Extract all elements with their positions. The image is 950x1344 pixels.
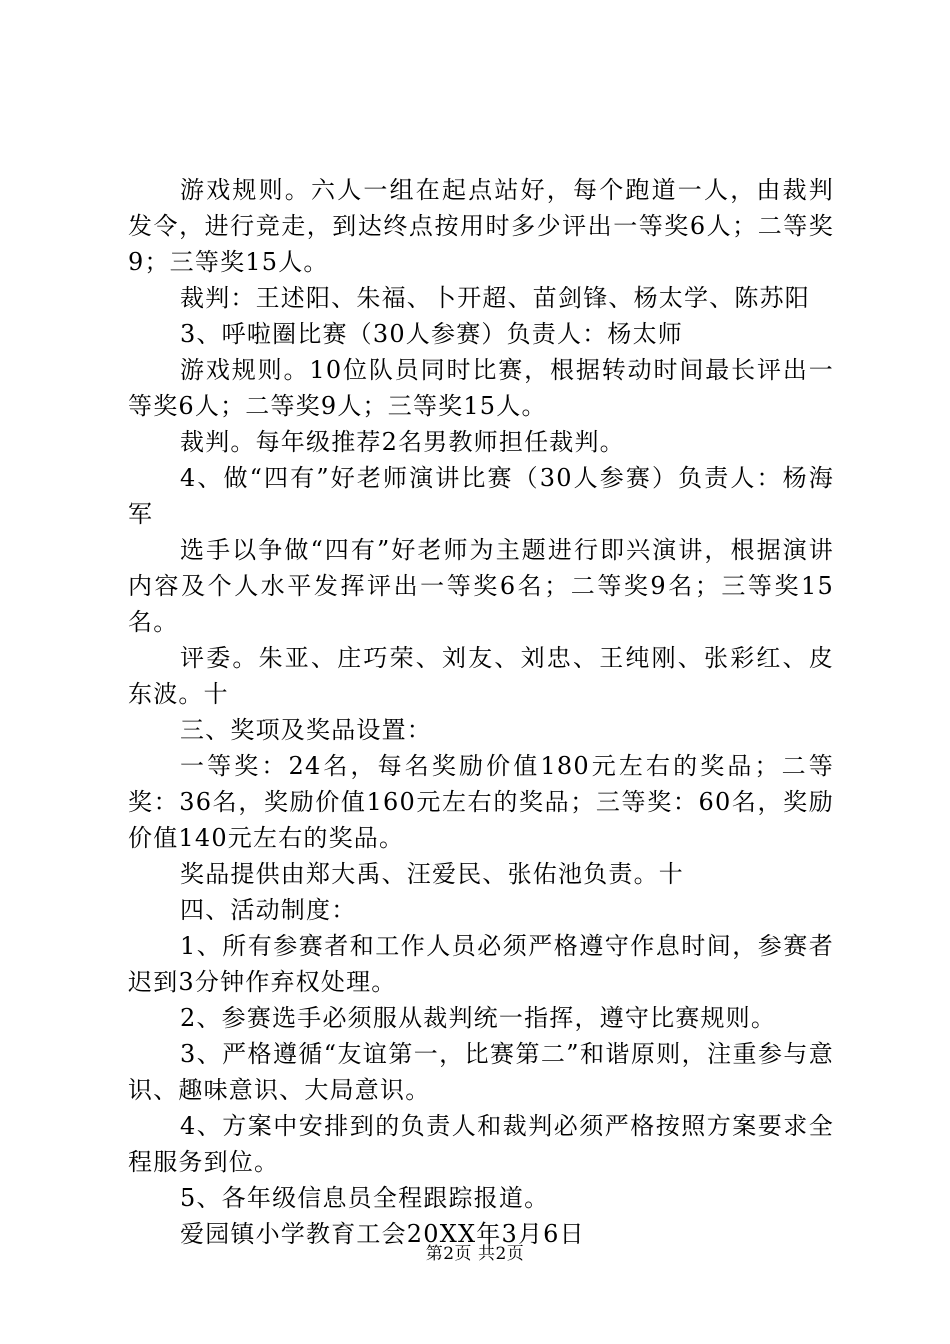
paragraph-race-judges: 裁判：王述阳、朱福、卜开超、苗剑锋、杨太学、陈苏阳	[180, 284, 810, 312]
paragraph-prize-providers: 奖品提供由郑大禹、汪爱民、张佑池负责。十	[180, 860, 684, 888]
paragraph-award-details: 一等奖：24名，每名奖励价值180元左右的奖品；二等奖：36名，奖励价值160元左右的奖品；三等奖：60名，奖励价值140元左右的奖品。	[128, 752, 834, 852]
rule-item-1: 1、所有参赛者和工作人员必须严格遵守作息时间，参赛者迟到3分钟作弃权处理。	[128, 932, 834, 996]
rule-item-5: 5、各年级信息员全程跟踪报道。	[180, 1184, 550, 1212]
rule-item-4: 4、方案中安排到的负责人和裁判必须严格按照方案要求全程服务到位。	[128, 1112, 834, 1176]
paragraph-hula-hoop-rules: 游戏规则。10位队员同时比赛，根据转动时间最长评出一等奖6人；二等奖9人；三等奖15人。	[128, 356, 834, 420]
paragraph-speech-heading: 4、做“四有”好老师演讲比赛（30人参赛）负责人：杨海军	[128, 464, 834, 528]
section-heading-awards: 三、奖项及奖品设置：	[180, 716, 432, 744]
paragraph-hula-hoop-judges: 裁判。每年级推荐2名男教师担任裁判。	[180, 428, 625, 456]
paragraph-speech-judges: 评委。朱亚、庄巧荣、刘友、刘忠、王纯刚、张彩红、皮东波。十	[128, 644, 834, 708]
paragraph-speech-rules: 选手以争做“四有”好老师为主题进行即兴演讲，根据演讲内容及个人水平发挥评出一等奖6名；二等奖9名；三等奖15名。	[128, 536, 834, 636]
document-body	[128, 172, 834, 1252]
page-number-footer: 第2页 共2页	[425, 1244, 525, 1264]
paragraph-hula-hoop-heading: 3、呼啦圈比赛（30人参赛）负责人：杨太师	[180, 320, 684, 348]
signature-line: 爱园镇小学教育工会20XX年3月6日	[180, 1220, 585, 1248]
section-heading-rules: 四、活动制度：	[180, 896, 357, 924]
paragraph-race-rules: 游戏规则。六人一组在起点站好，每个跑道一人，由裁判发令，进行竞走，到达终点按用时多少评出一等奖6人；二等奖9；三等奖15人。	[128, 176, 834, 276]
rule-item-2: 2、参赛选手必须服从裁判统一指挥，遵守比赛规则。	[180, 1004, 777, 1032]
rule-item-3: 3、严格遵循“友谊第一，比赛第二”和谐原则，注重参与意识、趣味意识、大局意识。	[128, 1040, 834, 1104]
